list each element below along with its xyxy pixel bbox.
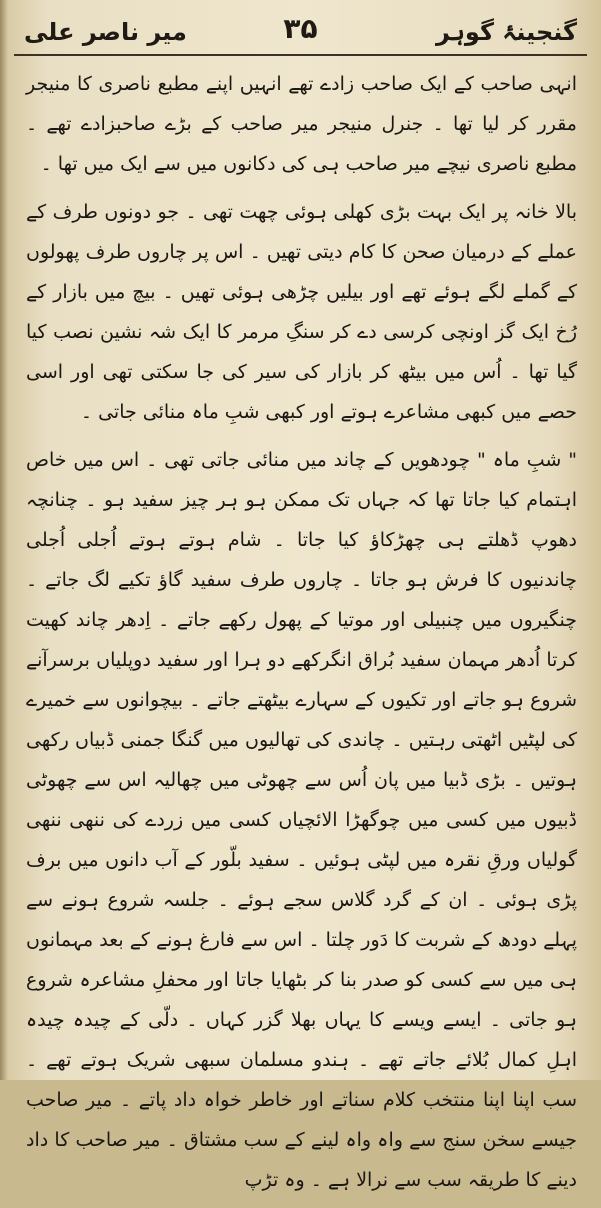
paragraph: بالا خانہ پر ایک بہت بڑی کھلی ہوئی چھت تھی ۔ جو دونوں طرف کے عملے کے درمیان صحن کا کام دیتی تھیں ۔ اس پر چاروں طرف پھولوں کے گملے لگے ہوئے تھے اور بیلیں چڑھی ہوئی تھیں ۔ بیچ میں بازار کے رُخ ایک گز اونچی کرسی دے کر سنگِ مرمر کا ایک شہ نشین نصب کیا گیا تھا ۔ اُس میں بیٹھ کر بازار کی سیر کی جا سکتی تھی اور اسی حصے میں کبھی مشاعرے ہوتے اور کبھی شبِ ماہ منائی جاتی ۔ — [26, 201, 577, 423]
book-title: گنجینۂ گوہر — [435, 18, 577, 46]
page-header — [20, 8, 581, 56]
header-rule — [14, 54, 587, 56]
body-text — [26, 64, 577, 1208]
paragraph: انہی صاحب کے ایک صاحب زادے تھے انہیں اپنے مطبع ناصری کا منیجر مقرر کر لیا تھا ۔ جنرل منیجر میر صاحب کے بڑے صاحبزادے تھے ۔ مطبع ناصری نیچے میر صاحب ہی کی دکانوں میں سے ایک میں تھا ۔ — [26, 73, 577, 175]
page-number: ۳۵ — [283, 12, 318, 45]
author-name: میر ناصر علی — [24, 18, 187, 46]
paragraph: " شبِ ماہ " چودھویں کے چاند میں منائی جاتی تھی ۔ اس میں خاص اہتمام کیا جاتا تھا کہ جہاں تک ممکن ہو ہر چیز سفید ہو ۔ چنانچہ دھوپ ڈھلتے ہی چھڑکاؤ کیا جاتا ۔ شام ہوتے ہوتے اُجلی اُجلی چاندنیوں کا فرش ہو جاتا ۔ چاروں طرف سفید گاؤ تکیے لگ جاتے ۔ چنگیروں میں چنبیلی اور موتیا کے پھول رکھے جاتے ۔ اِدھر چاند کھیت کرتا اُدھر مہمان سفید بُراق انگرکھے دو ہرا اور سفید دوپلیاں برسرآنے شروع ہو جاتے اور تکیوں کے سہارے بیٹھتے جاتے ۔ بیچوانوں سے خمیرے کی لپٹیں اٹھتی رہتیں ۔ چاندی کی تھالیوں میں گنگا جمنی ڈبیاں رکھی ہوتیں ۔ بڑی ڈبیا میں پان اُس سے چھوٹی میں چھالیہ اس سے چھوٹی ڈبیوں میں کسی میں چوگھڑا الائچیاں کسی میں زردے کی ننھی ننھی گولیاں ورقِ نقرہ میں لپٹی ہوئیں ۔ سفید بلّور کے آب دانوں میں برف پڑی ہوئی ۔ ان کے گرد گلاس سجے ہوئے ۔ جلسہ شروع ہونے سے پہلے دودھ کے شربت کا دَور چلتا ۔ اس سے فارغ ہونے کے بعد مہمانوں ہی میں سے کسی کو صدر بنا کر بٹھایا جاتا اور محفلِ مشاعرہ شروع ہو جاتی ۔ ایسے ویسے کا یہاں بھلا گزر کہاں ۔ دلّی کے چیدہ چیدہ اہلِ کمال بُلائے جاتے تھے ۔ ہندو مسلمان سبھی شریک ہوتے تھے ۔ سب اپنا اپنا منتخب کلام سناتے اور خاطر خواہ داد پاتے ۔ میر صاحب جیسے سخن سنج سے واہ واہ لینے کے سب مشتاق ۔ میر صاحب کا داد دینے کا طریقہ سب سے نرالا ہے ۔ وہ تڑپ — [26, 449, 578, 1191]
